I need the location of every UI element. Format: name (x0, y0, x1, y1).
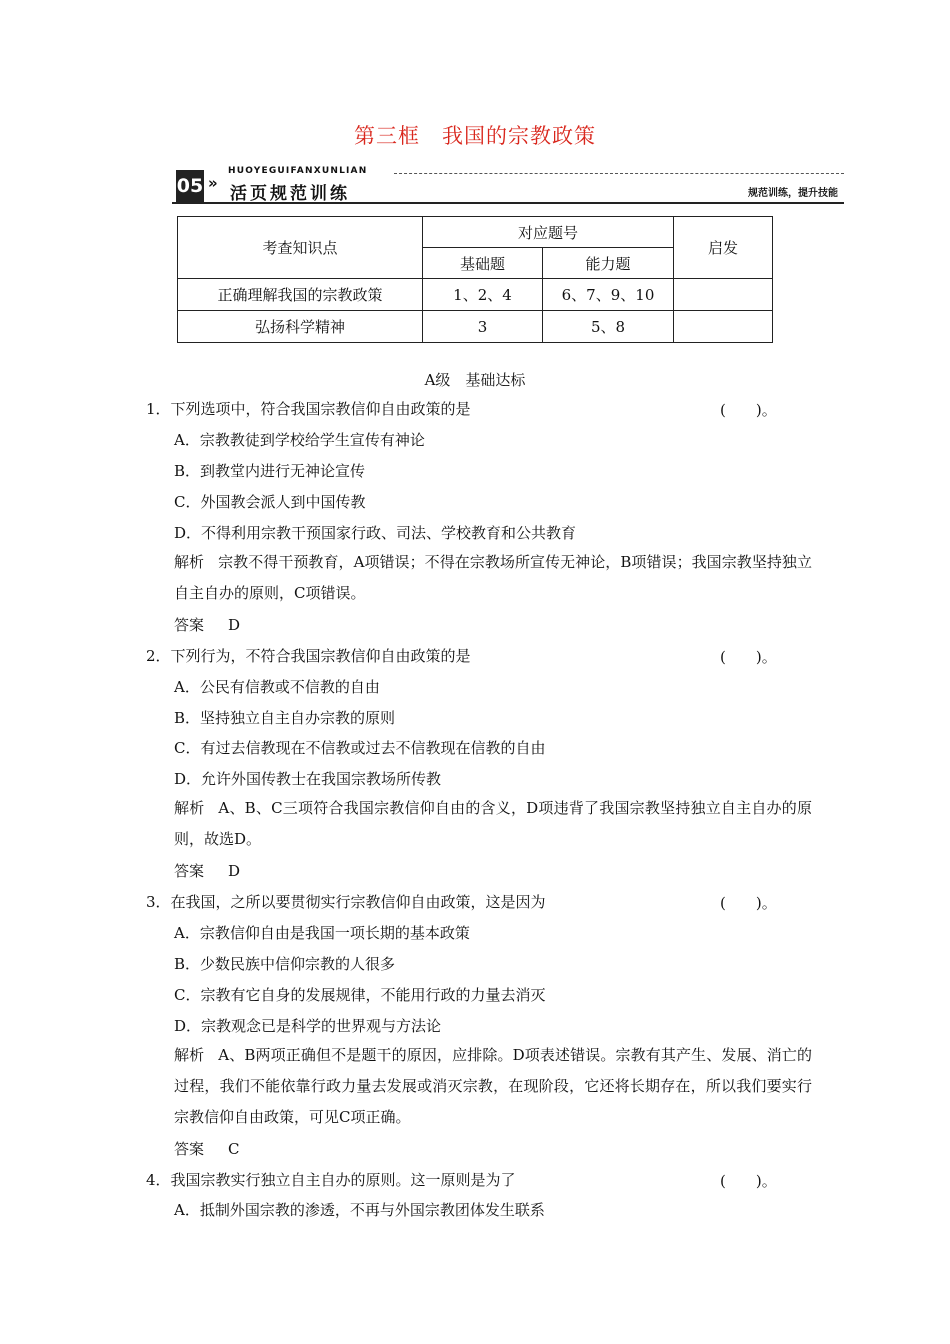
answer (174, 615, 240, 635)
banner-dotted-line (394, 173, 844, 174)
cell-ability: 6、7、9、10 (543, 279, 674, 311)
banner-pinyin: HUOYEGUIFANXUNLIAN (228, 166, 368, 176)
header-knowledge: 考查知识点 (178, 217, 423, 279)
analysis-text: 宗教不得干预教育，A项错误；不得在宗教场所宣传无神论，B项错误；我国宗教坚持独立自主自办的原则，C项错误。 (174, 553, 812, 602)
analysis-text: A、B两项正确但不是题干的原因，应排除。D项表述错误。宗教有其产生、发展、消亡的过程，我们不能依靠行政力量去发展或消灭宗教，在现阶段，它还将长期存在，所以我们要实行宗教信仰自由政策，可见C项正确。 (174, 1046, 812, 1126)
banner-slogan: 规范训练，提升技能 (748, 188, 838, 199)
answer-value: D (228, 862, 241, 880)
option-b: B．少数民族中信仰宗教的人很多 (174, 955, 396, 973)
cell-basic: 1、2、4 (423, 279, 543, 311)
cell-basic: 3 (423, 311, 543, 343)
answer (174, 861, 240, 881)
option-c: C．宗教有它自身的发展规律，不能用行政的力量去消灭 (174, 986, 546, 1004)
analysis (174, 1040, 812, 1133)
banner-arrow-icon: » (208, 174, 218, 192)
header-question-group: 对应题号 (423, 217, 674, 248)
answer-label: 答案 (174, 1140, 205, 1158)
answer-blank: ( )。 (720, 894, 777, 912)
option-d: D．允许外国传教士在我国宗教场所传教 (174, 770, 442, 788)
analysis-label: 解析 (174, 799, 205, 817)
question-stem: 1．下列选项中，符合我国宗教信仰自由政策的是 (146, 400, 471, 418)
header-basic: 基础题 (423, 248, 543, 279)
header-ability: 能力题 (543, 248, 674, 279)
cell-topic: 正确理解我国的宗教政策 (178, 279, 423, 311)
cell-hint (674, 279, 773, 311)
answer (174, 1139, 240, 1159)
option-c: C．有过去信教现在不信教或过去不信教现在信教的自由 (174, 739, 546, 757)
question-stem: 3．在我国，之所以要贯彻实行宗教信仰自由政策，这是因为 (146, 893, 546, 911)
option-d: D．不得利用宗教干预国家行政、司法、学校教育和公共教育 (174, 524, 577, 542)
answer-blank: ( )。 (720, 1172, 777, 1190)
table-row (178, 279, 773, 311)
option-d: D．宗教观念已是科学的世界观与方法论 (174, 1017, 442, 1035)
analysis (174, 547, 812, 609)
answer-blank: ( )。 (720, 401, 777, 419)
analysis-label: 解析 (174, 553, 205, 571)
knowledge-table (177, 216, 773, 343)
option-a: A．宗教教徒到学校给学生宣传有神论 (174, 431, 425, 449)
analysis-label: 解析 (174, 1046, 205, 1064)
cell-hint (674, 311, 773, 343)
page-title: 第三框 我国的宗教政策 (354, 124, 596, 148)
option-a: A．宗教信仰自由是我国一项长期的基本政策 (174, 924, 470, 942)
banner-rule (172, 202, 844, 204)
analysis (174, 793, 812, 855)
answer-label: 答案 (174, 616, 205, 634)
option-c: C．外国教会派人到中国传教 (174, 493, 366, 511)
table-row (178, 311, 773, 343)
option-a: A．抵制外国宗教的渗透，不再与外国宗教团体发生联系 (174, 1201, 545, 1219)
cell-topic: 弘扬科学精神 (178, 311, 423, 343)
answer-value: D (228, 616, 241, 634)
question-stem: 4．我国宗教实行独立自主自办的原则。这一原则是为了 (146, 1171, 516, 1189)
answer-blank: ( )。 (720, 648, 777, 666)
header-hint: 启发 (674, 217, 773, 279)
question-stem: 2．下列行为，不符合我国宗教信仰自由政策的是 (146, 647, 471, 665)
option-a: A．公民有信教或不信教的自由 (174, 678, 380, 696)
banner-number: 05 (176, 170, 204, 202)
option-b: B．坚持独立自主自办宗教的原则 (174, 709, 396, 727)
answer-value: C (228, 1140, 240, 1158)
option-b: B．到教堂内进行无神论宣传 (174, 462, 366, 480)
answer-label: 答案 (174, 862, 205, 880)
banner-title: 活页规范训练 (230, 184, 350, 204)
cell-ability: 5、8 (543, 311, 674, 343)
section-banner (172, 165, 844, 205)
section-title: A级 基础达标 (424, 371, 526, 389)
analysis-text: A、B、C三项符合我国宗教信仰自由的含义，D项违背了我国宗教坚持独立自主自办的原则，故选D。 (174, 799, 812, 848)
